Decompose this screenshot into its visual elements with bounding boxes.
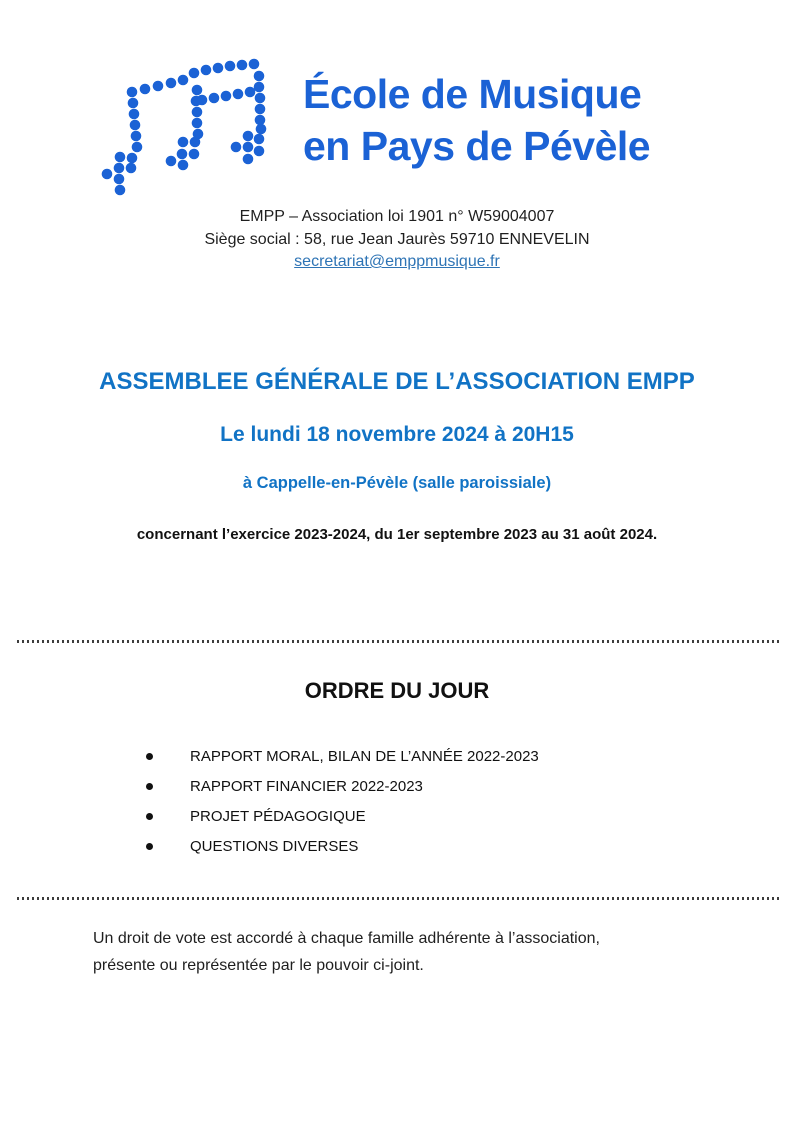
- association-registration-line: EMPP – Association loi 1901 n° W59004007: [239, 208, 555, 225]
- agenda-item-label: PROJET PÉDAGOGIQUE: [190, 807, 366, 825]
- assembly-location: à Cappelle-en-Pévèle (salle paroissiale): [242, 474, 552, 492]
- dotted-divider-bottom: [17, 897, 779, 900]
- agenda-item: [146, 771, 539, 801]
- agenda-item: [146, 741, 539, 771]
- agenda-item-label: RAPPORT MORAL, BILAN DE L’ANNÉE 2022-2023: [190, 747, 539, 765]
- bullet-icon: [146, 783, 153, 790]
- music-notes-icon: [95, 58, 267, 198]
- brand-name: [303, 68, 650, 172]
- agenda-item: [146, 831, 539, 861]
- org-info: [0, 206, 794, 274]
- head-office-address-line: Siège social : 58, rue Jean Jaurès 59710 ENNEVELIN: [204, 230, 590, 248]
- voting-rights-note-line2: présente ou représentée par le pouvoir ci-joint.: [93, 957, 424, 974]
- agenda-heading: ORDRE DU JOUR: [304, 678, 490, 703]
- brand-name-line2: en Pays de Pévèle: [303, 123, 651, 169]
- logo: [95, 58, 650, 198]
- agenda-item-label: RAPPORT FINANCIER 2022-2023: [190, 777, 423, 795]
- assembly-title: ASSEMBLEE GÉNÉRALE DE L’ASSOCIATION EMPP: [99, 368, 695, 395]
- bullet-icon: [146, 843, 153, 850]
- email-link[interactable]: secretariat@emppmusique.fr: [294, 253, 500, 270]
- agenda-item-label: QUESTIONS DIVERSES: [190, 837, 359, 855]
- brand-name-line1: École de Musique: [303, 71, 642, 117]
- voting-rights-note: [93, 925, 673, 979]
- assembly-date: Le lundi 18 novembre 2024 à 20H15: [220, 423, 574, 446]
- bullet-icon: [146, 813, 153, 820]
- voting-rights-note-line1: Un droit de vote est accordé à chaque famille adhérente à l’association,: [93, 930, 600, 947]
- dotted-divider-top: [17, 640, 779, 643]
- fiscal-period-line: concernant l’exercice 2023-2024, du 1er septembre 2023 au 31 août 2024.: [136, 526, 658, 543]
- agenda-item: [146, 801, 539, 831]
- agenda-list: [146, 741, 539, 861]
- bullet-icon: [146, 753, 153, 760]
